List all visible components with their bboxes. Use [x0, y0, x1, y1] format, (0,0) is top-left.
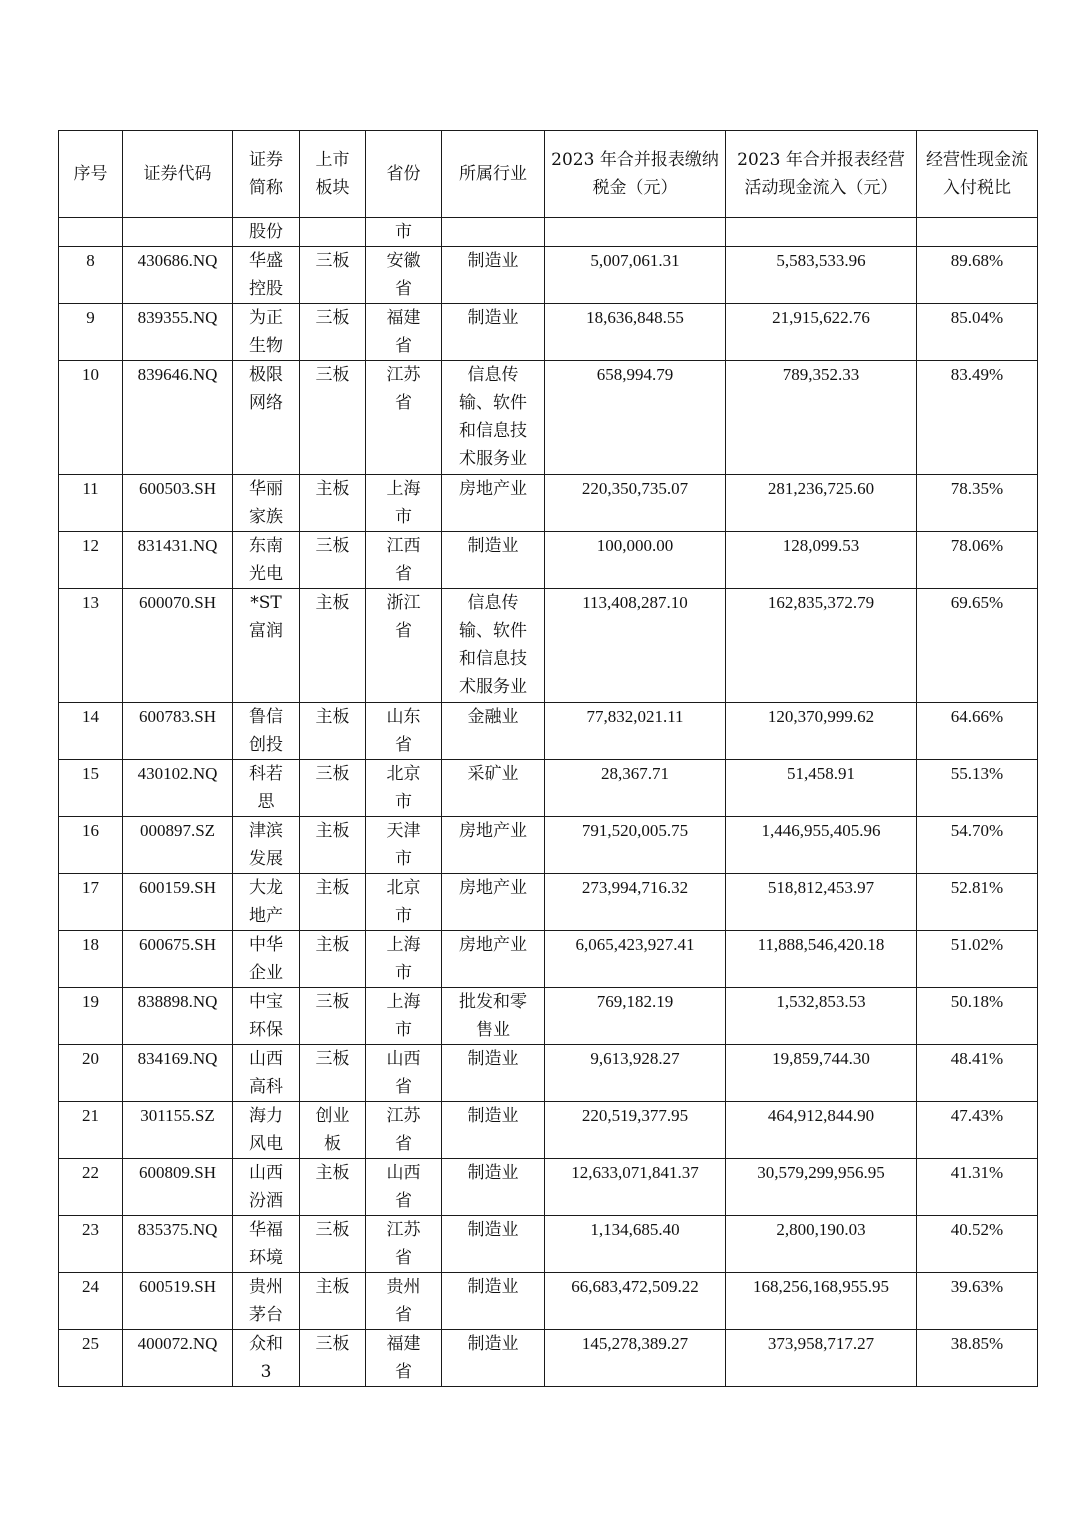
cell-province: 江西省: [366, 532, 442, 589]
cell-industry: 批发和零售业: [442, 988, 545, 1045]
cell-code: 831431.NQ: [123, 532, 233, 589]
table-row: [59, 1330, 1038, 1387]
cell-ratio: 51.02%: [917, 931, 1038, 988]
cell-board: 三板: [300, 247, 366, 304]
table-row: [59, 532, 1038, 589]
cell-board: 三板: [300, 1045, 366, 1102]
cell-province: 贵州省: [366, 1273, 442, 1330]
cell-province: 北京市: [366, 874, 442, 931]
cell-no: 19: [59, 988, 123, 1045]
cell-no: 22: [59, 1159, 123, 1216]
cell-name: 大龙地产: [233, 874, 300, 931]
cell-province: 江苏省: [366, 1216, 442, 1273]
cell-industry: 信息传输、软件和信息技术服务业: [442, 589, 545, 703]
cell-no: 24: [59, 1273, 123, 1330]
cell-tax: 769,182.19: [545, 988, 726, 1045]
cell-industry: 金融业: [442, 703, 545, 760]
continuation-row: [59, 218, 1038, 247]
table-row: [59, 874, 1038, 931]
cell-ratio: 41.31%: [917, 1159, 1038, 1216]
cell-cash-in: 518,812,453.97: [726, 874, 917, 931]
table-row: [59, 1159, 1038, 1216]
cell-board: 主板: [300, 589, 366, 703]
cell-board: 主板: [300, 1273, 366, 1330]
cell-code: 400072.NQ: [123, 1330, 233, 1387]
cell-ratio: 52.81%: [917, 874, 1038, 931]
cell-industry: 制造业: [442, 304, 545, 361]
cell-industry: 房地产业: [442, 475, 545, 532]
cell-name: 华福环境: [233, 1216, 300, 1273]
cell-tax: 791,520,005.75: [545, 817, 726, 874]
header-name: 证券简称: [233, 131, 300, 218]
cell-province: 江苏省: [366, 361, 442, 475]
cell-ratio: 89.68%: [917, 247, 1038, 304]
cell-name: 中宝环保: [233, 988, 300, 1045]
cell-province: 山西省: [366, 1159, 442, 1216]
cell-industry: 房地产业: [442, 931, 545, 988]
cell-name: 津滨发展: [233, 817, 300, 874]
table-row: [59, 304, 1038, 361]
cell-code: 000897.SZ: [123, 817, 233, 874]
table-row: [59, 1216, 1038, 1273]
cell-code: 834169.NQ: [123, 1045, 233, 1102]
cell-province: 浙江省: [366, 589, 442, 703]
cell-cash-in: 30,579,299,956.95: [726, 1159, 917, 1216]
table-row: [59, 1273, 1038, 1330]
cell-cash-in: 464,912,844.90: [726, 1102, 917, 1159]
cell-name-continued: 股份: [233, 218, 300, 247]
cell-no: 17: [59, 874, 123, 931]
cell-name: 科若思: [233, 760, 300, 817]
table-row: [59, 931, 1038, 988]
cell-province: 山东省: [366, 703, 442, 760]
header-province: 省份: [366, 131, 442, 218]
cell-cash-in: 162,835,372.79: [726, 589, 917, 703]
cell-no: [59, 218, 123, 247]
cell-cash-in: 5,583,533.96: [726, 247, 917, 304]
cell-tax: 100,000.00: [545, 532, 726, 589]
header-row: [59, 131, 1038, 218]
cell-ratio: 55.13%: [917, 760, 1038, 817]
table-body: [59, 218, 1038, 1387]
cell-cash-in: 1,446,955,405.96: [726, 817, 917, 874]
cell-industry: 制造业: [442, 1216, 545, 1273]
table-row: [59, 817, 1038, 874]
cell-industry: 信息传输、软件和信息技术服务业: [442, 361, 545, 475]
table-row: [59, 247, 1038, 304]
header-no: 序号: [59, 131, 123, 218]
cell-tax: 658,994.79: [545, 361, 726, 475]
cell-board: 三板: [300, 1216, 366, 1273]
cell-board: 主板: [300, 1159, 366, 1216]
cell-no: 23: [59, 1216, 123, 1273]
cell-cash-in: 2,800,190.03: [726, 1216, 917, 1273]
cell-tax: 9,613,928.27: [545, 1045, 726, 1102]
header-board: 上市板块: [300, 131, 366, 218]
cell-cash-in: 168,256,168,955.95: [726, 1273, 917, 1330]
cell-no: 15: [59, 760, 123, 817]
cell-ratio: 39.63%: [917, 1273, 1038, 1330]
cell-cash-in: 11,888,546,420.18: [726, 931, 917, 988]
cell-tax: 6,065,423,927.41: [545, 931, 726, 988]
cell-cash-in: 51,458.91: [726, 760, 917, 817]
cell-code: 430686.NQ: [123, 247, 233, 304]
cell-board: 主板: [300, 703, 366, 760]
cell-name: 中华企业: [233, 931, 300, 988]
cell-board: 三板: [300, 988, 366, 1045]
cell-province: 上海市: [366, 931, 442, 988]
cell-code: 430102.NQ: [123, 760, 233, 817]
table-row: [59, 760, 1038, 817]
cell-code: 600159.SH: [123, 874, 233, 931]
cell-board: 三板: [300, 361, 366, 475]
cell-name: 山西高科: [233, 1045, 300, 1102]
cell-name: 海力风电: [233, 1102, 300, 1159]
table-header: [59, 131, 1038, 218]
cell-code: 600519.SH: [123, 1273, 233, 1330]
cell-no: 16: [59, 817, 123, 874]
cell-tax: 5,007,061.31: [545, 247, 726, 304]
cell-cash-in: 120,370,999.62: [726, 703, 917, 760]
cell-industry: 房地产业: [442, 817, 545, 874]
cell-name: 极限网络: [233, 361, 300, 475]
cell-name: 鲁信创投: [233, 703, 300, 760]
cell-board: 三板: [300, 1330, 366, 1387]
cell-cash-in: 281,236,725.60: [726, 475, 917, 532]
cell-industry: 房地产业: [442, 874, 545, 931]
cell-code: [123, 218, 233, 247]
cell-tax: 66,683,472,509.22: [545, 1273, 726, 1330]
cell-ratio: 54.70%: [917, 817, 1038, 874]
cell-board: 主板: [300, 475, 366, 532]
cell-code: 839355.NQ: [123, 304, 233, 361]
cell-ratio: 85.04%: [917, 304, 1038, 361]
cell-name: 为正生物: [233, 304, 300, 361]
header-industry: 所属行业: [442, 131, 545, 218]
tax-ratio-table: [58, 130, 1038, 1387]
cell-name: 贵州茅台: [233, 1273, 300, 1330]
cell-ratio: 69.65%: [917, 589, 1038, 703]
cell-industry: 制造业: [442, 532, 545, 589]
table-row: [59, 988, 1038, 1045]
cell-no: 10: [59, 361, 123, 475]
cell-board: 三板: [300, 760, 366, 817]
cell-industry: 制造业: [442, 1273, 545, 1330]
cell-code: 838898.NQ: [123, 988, 233, 1045]
cell-name: 华丽家族: [233, 475, 300, 532]
cell-name: 华盛控股: [233, 247, 300, 304]
cell-cash-in: 373,958,717.27: [726, 1330, 917, 1387]
cell-tax: 1,134,685.40: [545, 1216, 726, 1273]
cell-ratio: 47.43%: [917, 1102, 1038, 1159]
cell-board: 主板: [300, 874, 366, 931]
cell-tax: 220,519,377.95: [545, 1102, 726, 1159]
cell-code: 600070.SH: [123, 589, 233, 703]
cell-code: 835375.NQ: [123, 1216, 233, 1273]
cell-name: 众和3: [233, 1330, 300, 1387]
cell-tax: 273,994,716.32: [545, 874, 726, 931]
cell-no: 20: [59, 1045, 123, 1102]
cell-ratio: 38.85%: [917, 1330, 1038, 1387]
cell-industry: 制造业: [442, 1102, 545, 1159]
cell-code: 600809.SH: [123, 1159, 233, 1216]
cell-tax: 77,832,021.11: [545, 703, 726, 760]
table-row: [59, 589, 1038, 703]
cell-ratio: 50.18%: [917, 988, 1038, 1045]
cell-cash-in: 1,532,853.53: [726, 988, 917, 1045]
header-code: 证券代码: [123, 131, 233, 218]
cell-tax: 220,350,735.07: [545, 475, 726, 532]
cell-name: 山西汾酒: [233, 1159, 300, 1216]
cell-board: 三板: [300, 304, 366, 361]
cell-code: 600503.SH: [123, 475, 233, 532]
table-row: [59, 475, 1038, 532]
table-row: [59, 703, 1038, 760]
cell-tax: 28,367.71: [545, 760, 726, 817]
cell-code: 600675.SH: [123, 931, 233, 988]
cell-ratio: 64.66%: [917, 703, 1038, 760]
cell-province: 福建省: [366, 1330, 442, 1387]
cell-province: 上海市: [366, 475, 442, 532]
cell-tax: 145,278,389.27: [545, 1330, 726, 1387]
cell-industry: 制造业: [442, 1159, 545, 1216]
cell-no: 13: [59, 589, 123, 703]
cell-cash-in: 128,099.53: [726, 532, 917, 589]
cell-province: 上海市: [366, 988, 442, 1045]
cell-province: 安徽省: [366, 247, 442, 304]
cell-cash-in: 789,352.33: [726, 361, 917, 475]
cell-board: 创业板: [300, 1102, 366, 1159]
cell-ratio: 78.35%: [917, 475, 1038, 532]
cell-cash-in: 19,859,744.30: [726, 1045, 917, 1102]
cell-code: 301155.SZ: [123, 1102, 233, 1159]
cell-tax: [545, 218, 726, 247]
cell-province: 天津市: [366, 817, 442, 874]
cell-no: 18: [59, 931, 123, 988]
cell-no: 21: [59, 1102, 123, 1159]
cell-board: 三板: [300, 532, 366, 589]
cell-ratio: [917, 218, 1038, 247]
cell-ratio: 48.41%: [917, 1045, 1038, 1102]
cell-tax: 12,633,071,841.37: [545, 1159, 726, 1216]
cell-board: 主板: [300, 931, 366, 988]
header-tax: 2023 年合并报表缴纳税金（元）: [545, 131, 726, 218]
cell-province: 北京市: [366, 760, 442, 817]
cell-board: [300, 218, 366, 247]
cell-ratio: 78.06%: [917, 532, 1038, 589]
cell-code: 839646.NQ: [123, 361, 233, 475]
cell-no: 8: [59, 247, 123, 304]
cell-board: 主板: [300, 817, 366, 874]
cell-province: 江苏省: [366, 1102, 442, 1159]
cell-industry: [442, 218, 545, 247]
cell-province: 福建省: [366, 304, 442, 361]
cell-no: 14: [59, 703, 123, 760]
cell-province: 山西省: [366, 1045, 442, 1102]
table-row: [59, 1102, 1038, 1159]
cell-no: 12: [59, 532, 123, 589]
header-cash-in: 2023 年合并报表经营活动现金流入（元）: [726, 131, 917, 218]
cell-industry: 制造业: [442, 1045, 545, 1102]
cell-industry: 制造业: [442, 247, 545, 304]
cell-ratio: 40.52%: [917, 1216, 1038, 1273]
cell-cash-in: 21,915,622.76: [726, 304, 917, 361]
cell-name: *ST富润: [233, 589, 300, 703]
table-row: [59, 1045, 1038, 1102]
cell-no: 25: [59, 1330, 123, 1387]
cell-tax: 113,408,287.10: [545, 589, 726, 703]
cell-province-continued: 市: [366, 218, 442, 247]
cell-no: 11: [59, 475, 123, 532]
cell-no: 9: [59, 304, 123, 361]
cell-tax: 18,636,848.55: [545, 304, 726, 361]
cell-industry: 采矿业: [442, 760, 545, 817]
cell-code: 600783.SH: [123, 703, 233, 760]
cell-industry: 制造业: [442, 1330, 545, 1387]
header-ratio: 经营性现金流入付税比: [917, 131, 1038, 218]
cell-ratio: 83.49%: [917, 361, 1038, 475]
table-row: [59, 361, 1038, 475]
cell-name: 东南光电: [233, 532, 300, 589]
cell-cash-in: [726, 218, 917, 247]
